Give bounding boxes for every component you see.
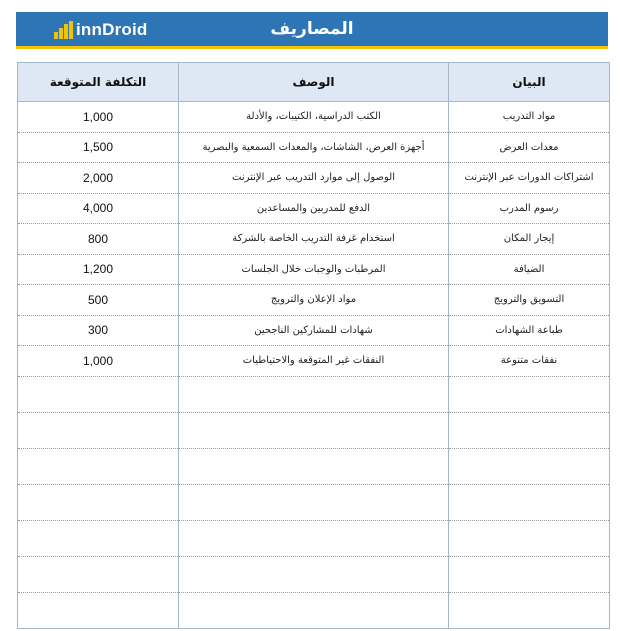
- cost-cell[interactable]: 1,200: [18, 254, 179, 285]
- cost-cell[interactable]: 800: [18, 224, 179, 255]
- item-cell[interactable]: مواد التدريب: [449, 102, 610, 133]
- table-row: [18, 163, 610, 194]
- column-header-description: الوصف: [179, 63, 449, 102]
- item-cell[interactable]: إيجار المكان: [449, 224, 610, 255]
- cost-cell[interactable]: [18, 484, 179, 520]
- item-cell[interactable]: التسويق والترويج: [449, 285, 610, 316]
- item-cell[interactable]: معدات العرض: [449, 132, 610, 163]
- item-cell[interactable]: اشتراكات الدورات عبر الإنترنت: [449, 163, 610, 194]
- table-row: [18, 254, 610, 285]
- item-cell[interactable]: نفقات متنوعة: [449, 346, 610, 377]
- item-cell[interactable]: [449, 448, 610, 484]
- cost-cell[interactable]: 1,500: [18, 132, 179, 163]
- item-cell[interactable]: [449, 376, 610, 412]
- description-cell[interactable]: [179, 376, 449, 412]
- item-cell[interactable]: الضيافة: [449, 254, 610, 285]
- table-row: [18, 102, 610, 133]
- item-cell[interactable]: [449, 520, 610, 556]
- column-header-item: البيان: [449, 63, 610, 102]
- cost-cell[interactable]: 1,000: [18, 346, 179, 377]
- item-cell[interactable]: رسوم المدرب: [449, 193, 610, 224]
- empty-table-row: [18, 448, 610, 484]
- expenses-table: [17, 62, 610, 629]
- description-cell[interactable]: [179, 592, 449, 628]
- description-cell[interactable]: [179, 448, 449, 484]
- page-title: المصاريف: [270, 19, 354, 39]
- cost-cell[interactable]: [18, 556, 179, 592]
- description-cell[interactable]: الكتب الدراسية، الكتيبات، والأدلة: [179, 102, 449, 133]
- description-cell[interactable]: [179, 556, 449, 592]
- description-cell[interactable]: النفقات غير المتوقعة والاحتياطيات: [179, 346, 449, 377]
- empty-table-row: [18, 376, 610, 412]
- empty-table-row: [18, 556, 610, 592]
- description-cell[interactable]: الدفع للمدربين والمساعدين: [179, 193, 449, 224]
- table-row: [18, 315, 610, 346]
- header-bar: [16, 12, 608, 49]
- empty-table-row: [18, 520, 610, 556]
- item-cell[interactable]: [449, 592, 610, 628]
- cost-cell[interactable]: [18, 520, 179, 556]
- description-cell[interactable]: [179, 484, 449, 520]
- cost-cell[interactable]: [18, 376, 179, 412]
- description-cell[interactable]: الوصول إلى موارد التدريب عبر الإنترنت: [179, 163, 449, 194]
- table-header-row: [18, 63, 610, 102]
- item-cell[interactable]: طباعة الشهادات: [449, 315, 610, 346]
- table-row: [18, 224, 610, 255]
- description-cell[interactable]: شهادات للمشاركين الناجحين: [179, 315, 449, 346]
- description-cell[interactable]: المرطبات والوجبات خلال الجلسات: [179, 254, 449, 285]
- item-cell[interactable]: [449, 556, 610, 592]
- empty-table-row: [18, 592, 610, 628]
- cost-cell[interactable]: 500: [18, 285, 179, 316]
- item-cell[interactable]: [449, 412, 610, 448]
- cost-cell[interactable]: [18, 412, 179, 448]
- cost-cell[interactable]: [18, 592, 179, 628]
- cost-cell[interactable]: 1,000: [18, 102, 179, 133]
- cost-cell[interactable]: 2,000: [18, 163, 179, 194]
- table-row: [18, 346, 610, 377]
- table-row: [18, 285, 610, 316]
- column-header-cost: التكلفة المتوقعة: [18, 63, 179, 102]
- cost-cell[interactable]: 4,000: [18, 193, 179, 224]
- description-cell[interactable]: [179, 412, 449, 448]
- empty-table-row: [18, 484, 610, 520]
- item-cell[interactable]: [449, 484, 610, 520]
- description-cell[interactable]: أجهزة العرض، الشاشات، والمعدات السمعية والبصرية: [179, 132, 449, 163]
- description-cell[interactable]: مواد الإعلان والترويج: [179, 285, 449, 316]
- description-cell[interactable]: [179, 520, 449, 556]
- cost-cell[interactable]: 300: [18, 315, 179, 346]
- table-row: [18, 193, 610, 224]
- description-cell[interactable]: استخدام غرفة التدريب الخاصة بالشركة: [179, 224, 449, 255]
- cost-cell[interactable]: [18, 448, 179, 484]
- logo-text: innDroid: [76, 20, 148, 39]
- empty-table-row: [18, 412, 610, 448]
- table-row: [18, 132, 610, 163]
